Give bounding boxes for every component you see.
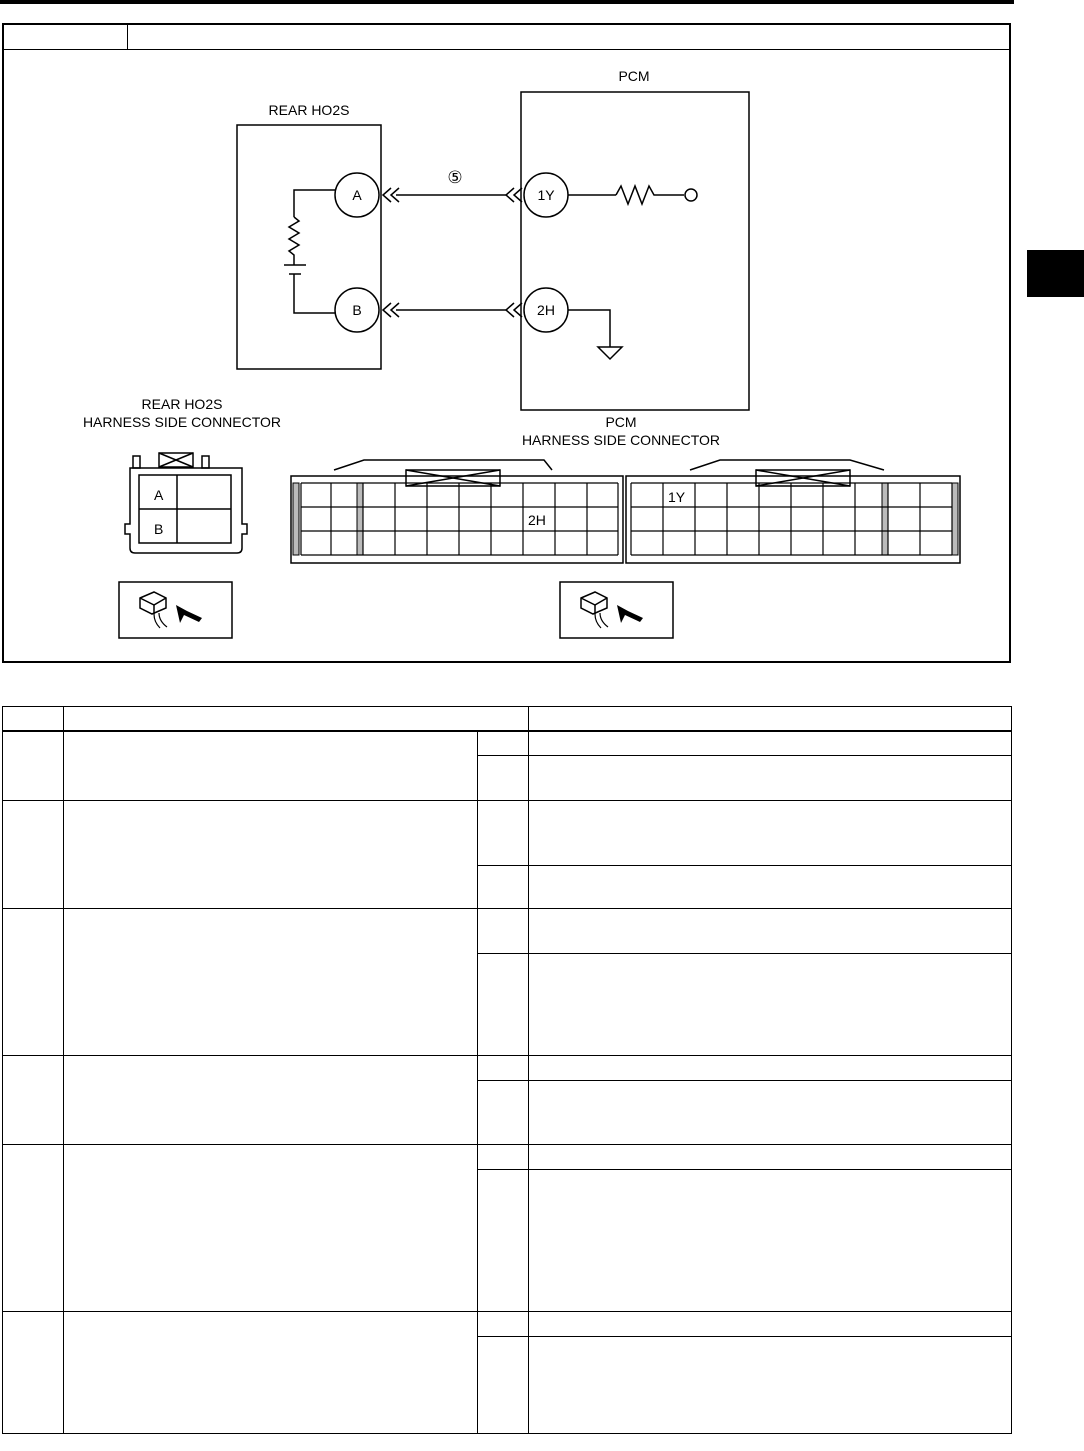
connector-chevron (383, 303, 391, 317)
harness-view-arrow-icon (560, 582, 673, 638)
header-inspection (64, 707, 529, 732)
result-cell (478, 1081, 529, 1145)
step-cell (3, 1056, 64, 1145)
result-cell (478, 756, 529, 801)
circuit-marker: ⑤ (447, 168, 463, 187)
rear-connector-pin-b: B (154, 521, 164, 537)
action-cell (529, 1337, 1012, 1434)
inspection-cell (64, 731, 478, 801)
rear-ho2s-title: REAR HO2S (268, 102, 350, 118)
pcm-connector-label-line2: HARNESS SIDE CONNECTOR (521, 432, 721, 448)
pcm-terminal-point (685, 189, 697, 201)
result-cell (478, 1312, 529, 1337)
step-cell (3, 731, 64, 801)
sensor-wire-bottom (294, 274, 335, 313)
rear-connector-label-line1: REAR HO2S (141, 396, 223, 412)
section-tab (1027, 250, 1084, 297)
rear-connector-pin-a: A (154, 487, 164, 503)
top-rule (0, 0, 1014, 4)
pcm-connector-label-line1: PCM (605, 414, 637, 430)
action-cell (529, 801, 1012, 866)
result-cell (478, 1337, 529, 1434)
step-cell (3, 801, 64, 909)
table-row (3, 801, 1012, 866)
connector-chevron (506, 303, 514, 317)
pcm-connector-block-left (291, 460, 623, 563)
connector-chevron (506, 188, 514, 202)
result-cell (478, 909, 529, 954)
result-cell (478, 1145, 529, 1170)
table-row (3, 909, 1012, 954)
header-action (529, 707, 1012, 732)
action-cell (529, 1056, 1012, 1081)
wiring-diagram (4, 25, 1009, 661)
pcm-title: PCM (618, 68, 650, 84)
pcm-wire-2h (568, 310, 610, 347)
result-cell (478, 1056, 529, 1081)
terminal-a-label: A (352, 187, 362, 203)
result-cell (478, 801, 529, 866)
step-cell (3, 1145, 64, 1312)
result-cell (478, 954, 529, 1056)
action-cell (529, 1145, 1012, 1170)
table-row (3, 731, 1012, 756)
action-cell (529, 866, 1012, 909)
header-step (3, 707, 64, 732)
rear-connector-label-line2: HARNESS SIDE CONNECTOR (82, 414, 282, 430)
action-cell (529, 756, 1012, 801)
ground-icon (598, 347, 622, 359)
pcm-connector-pin-2h: 2H (528, 512, 546, 528)
result-cell (478, 731, 529, 756)
pcm-resistor-symbol (616, 186, 684, 204)
step-cell (3, 909, 64, 1056)
action-cell (529, 731, 1012, 756)
action-cell (529, 954, 1012, 1056)
sensor-wire-top (294, 190, 335, 217)
rear-ho2s-connector-face (125, 453, 247, 553)
harness-view-arrow-icon (119, 582, 232, 638)
table-row (3, 1056, 1012, 1081)
terminal-2h-label: 2H (537, 302, 555, 318)
pcm-box (521, 92, 749, 410)
inspection-cell (64, 1056, 478, 1145)
pcm-connector-block-right (626, 460, 960, 563)
table-row (3, 1312, 1012, 1337)
action-cell (529, 1081, 1012, 1145)
terminal-1y-label: 1Y (537, 187, 555, 203)
inspection-cell (64, 1312, 478, 1434)
pcm-connector-pin-1y: 1Y (668, 489, 686, 505)
terminal-b-label: B (352, 302, 362, 318)
table-row (3, 1145, 1012, 1170)
wiring-diagram-panel (2, 23, 1011, 663)
connector-chevron (383, 188, 391, 202)
action-cell (529, 1312, 1012, 1337)
step-cell (3, 1312, 64, 1434)
inspection-cell (64, 909, 478, 1056)
result-cell (478, 1170, 529, 1312)
result-cell (478, 866, 529, 909)
action-cell (529, 1170, 1012, 1312)
troubleshooting-table (2, 706, 1012, 1434)
inspection-cell (64, 1145, 478, 1312)
sensor-resistor-symbol (289, 217, 299, 265)
action-cell (529, 909, 1012, 954)
inspection-cell (64, 801, 478, 909)
table-header-row (3, 707, 1012, 732)
